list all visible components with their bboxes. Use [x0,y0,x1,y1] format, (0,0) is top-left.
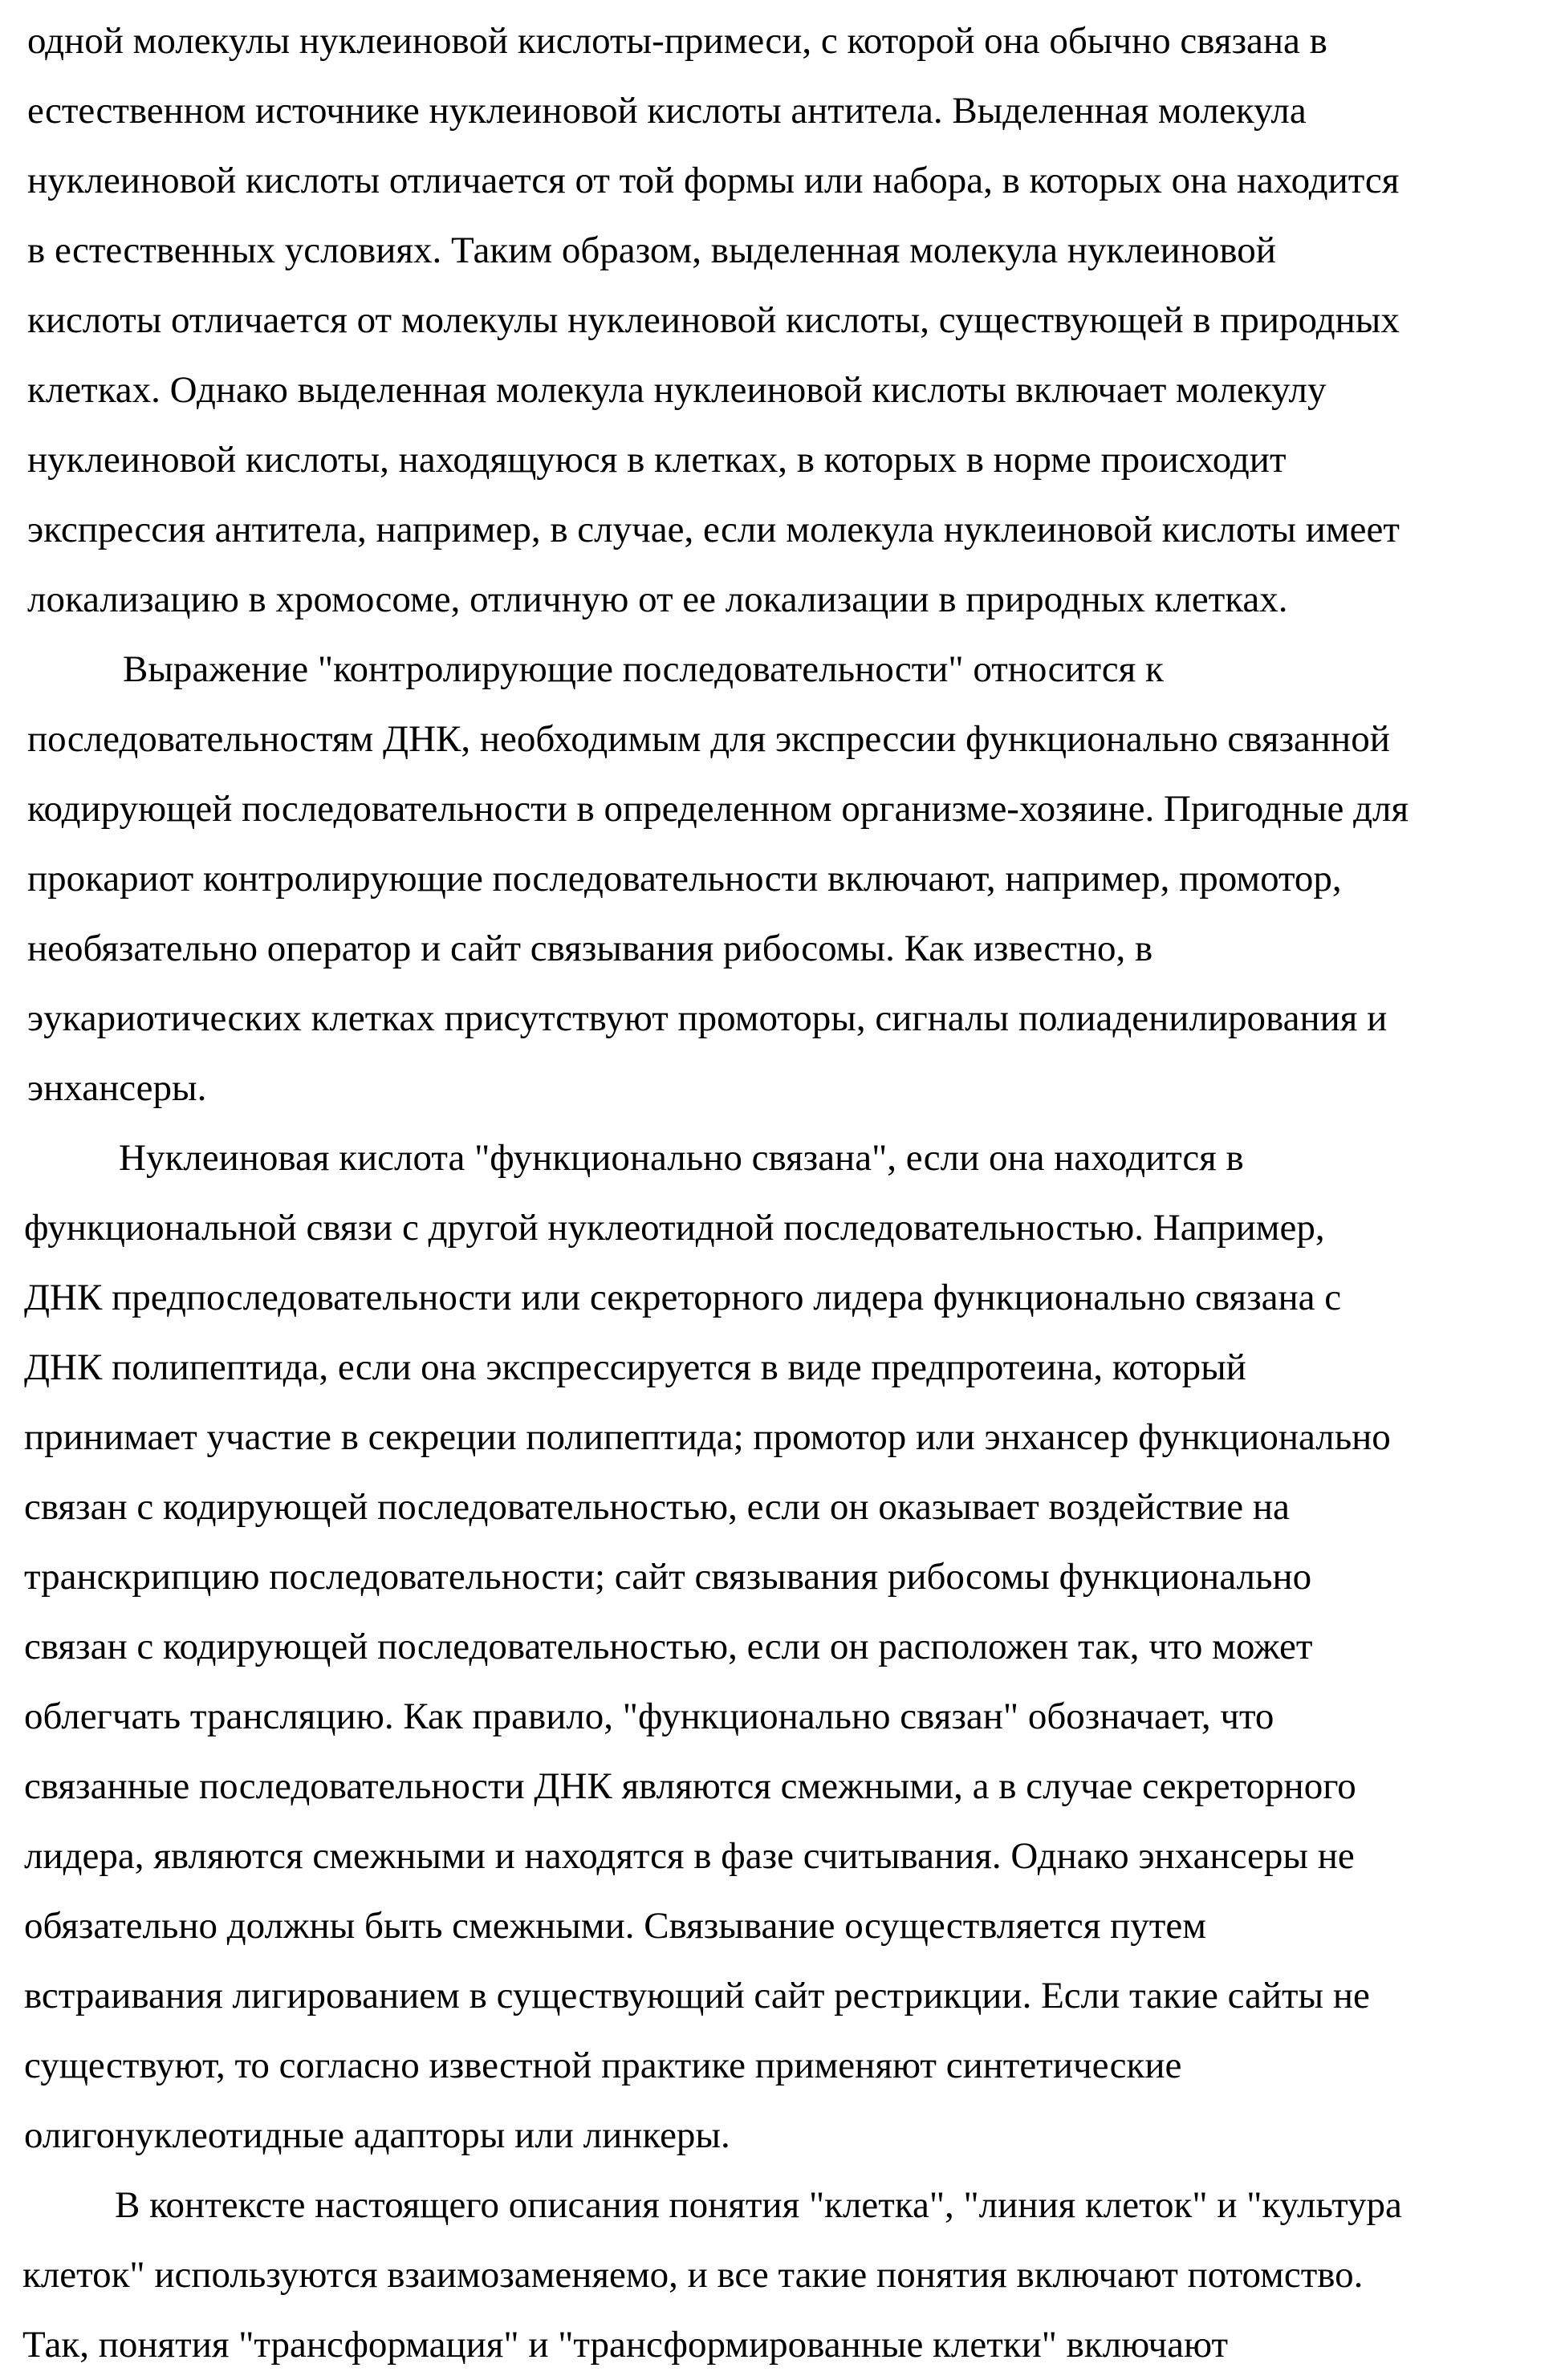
text-line: связан с кодирующей последовательностью, если он оказывает воздействие на [24,1486,1290,1528]
text-line: существуют, то согласно известной практике применяют синтетические [24,2045,1182,2086]
text-line: лидера, являются смежными и находятся в фазе считывания. Однако энхансеры не [24,1835,1355,1877]
text-line: ДНК полипептида, если она экспрессируется в виде предпротеина, который [24,1346,1246,1388]
text-line: облегчать трансляцию. Как правило, "функционально связан" обозначает, что [24,1696,1274,1737]
text-line: естественном источнике нуклеиновой кислоты антитела. Выделенная молекула [27,90,1307,132]
text-line: эукариотических клетках присутствуют промоторы, сигналы полиаденилирования и [27,997,1388,1039]
text-line: кислоты отличается от молекулы нуклеиновой кислоты, существующей в природных [27,299,1400,341]
text-line: функциональной связи с другой нуклеотидной последовательностью. Например, [24,1207,1325,1249]
text-line: нуклеиновой кислоты, находящуюся в клетках, в которых в норме происходит [27,439,1287,481]
text-line: энхансеры. [27,1067,207,1109]
text-line: обязательно должны быть смежными. Связывание осуществляется путем [24,1905,1206,1947]
text-line: транскрипцию последовательности; сайт связывания рибосомы функционально [24,1556,1312,1598]
text-line-indented: В контексте настоящего описания понятия "клетка", "линия клеток" и "культура [115,2184,1402,2226]
text-line: кодирующей последовательности в определенном организме-хозяине. Пригодные для [27,788,1409,830]
text-line: необязательно оператор и сайт связывания рибосомы. Как известно, в [27,928,1153,969]
text-line: клеток" используются взаимозаменяемо, и все такие понятия включают потомство. [22,2254,1364,2296]
text-line: последовательностям ДНК, необходимым для экспрессии функционально связанной [27,718,1390,760]
text-line-indented: Выражение "контролирующие последовательности" относится к [123,648,1164,690]
text-line: связанные последовательности ДНК являются смежными, а в случае секреторного [24,1765,1356,1807]
text-line: нуклеиновой кислоты отличается от той формы или набора, в которых она находится [27,160,1400,201]
text-line: локализацию в хромосоме, отличную от ее локализации в природных клетках. [27,579,1288,620]
text-line: связан с кодирующей последовательностью, если он расположен так, что может [24,1626,1313,1667]
text-line: прокариот контролирующие последовательности включают, например, промотор, [27,858,1342,900]
text-line: встраивания лигированием в существующий сайт рестрикции. Если такие сайты не [24,1975,1370,2017]
text-line: Так, понятия "трансформация" и "трансформированные клетки" включают [22,2324,1229,2366]
text-line: клетках. Однако выделенная молекула нуклеиновой кислоты включает молекулу [27,369,1327,411]
text-line: экспрессия антитела, например, в случае, если молекула нуклеиновой кислоты имеет [27,509,1400,550]
text-line: олигонуклеотидные адапторы или линкеры. [24,2114,730,2156]
text-line: одной молекулы нуклеиновой кислоты-примеси, с которой она обычно связана в [27,20,1327,62]
text-line: в естественных условиях. Таким образом, выделенная молекула нуклеиновой [27,229,1276,271]
text-line: ДНК предпоследовательности или секреторного лидера функционально связана с [24,1277,1342,1318]
text-line: принимает участие в секреции полипептида; промотор или энхансер функционально [24,1416,1391,1458]
text-line-indented: Нуклеиновая кислота "функционально связана", если она находится в [119,1137,1244,1179]
